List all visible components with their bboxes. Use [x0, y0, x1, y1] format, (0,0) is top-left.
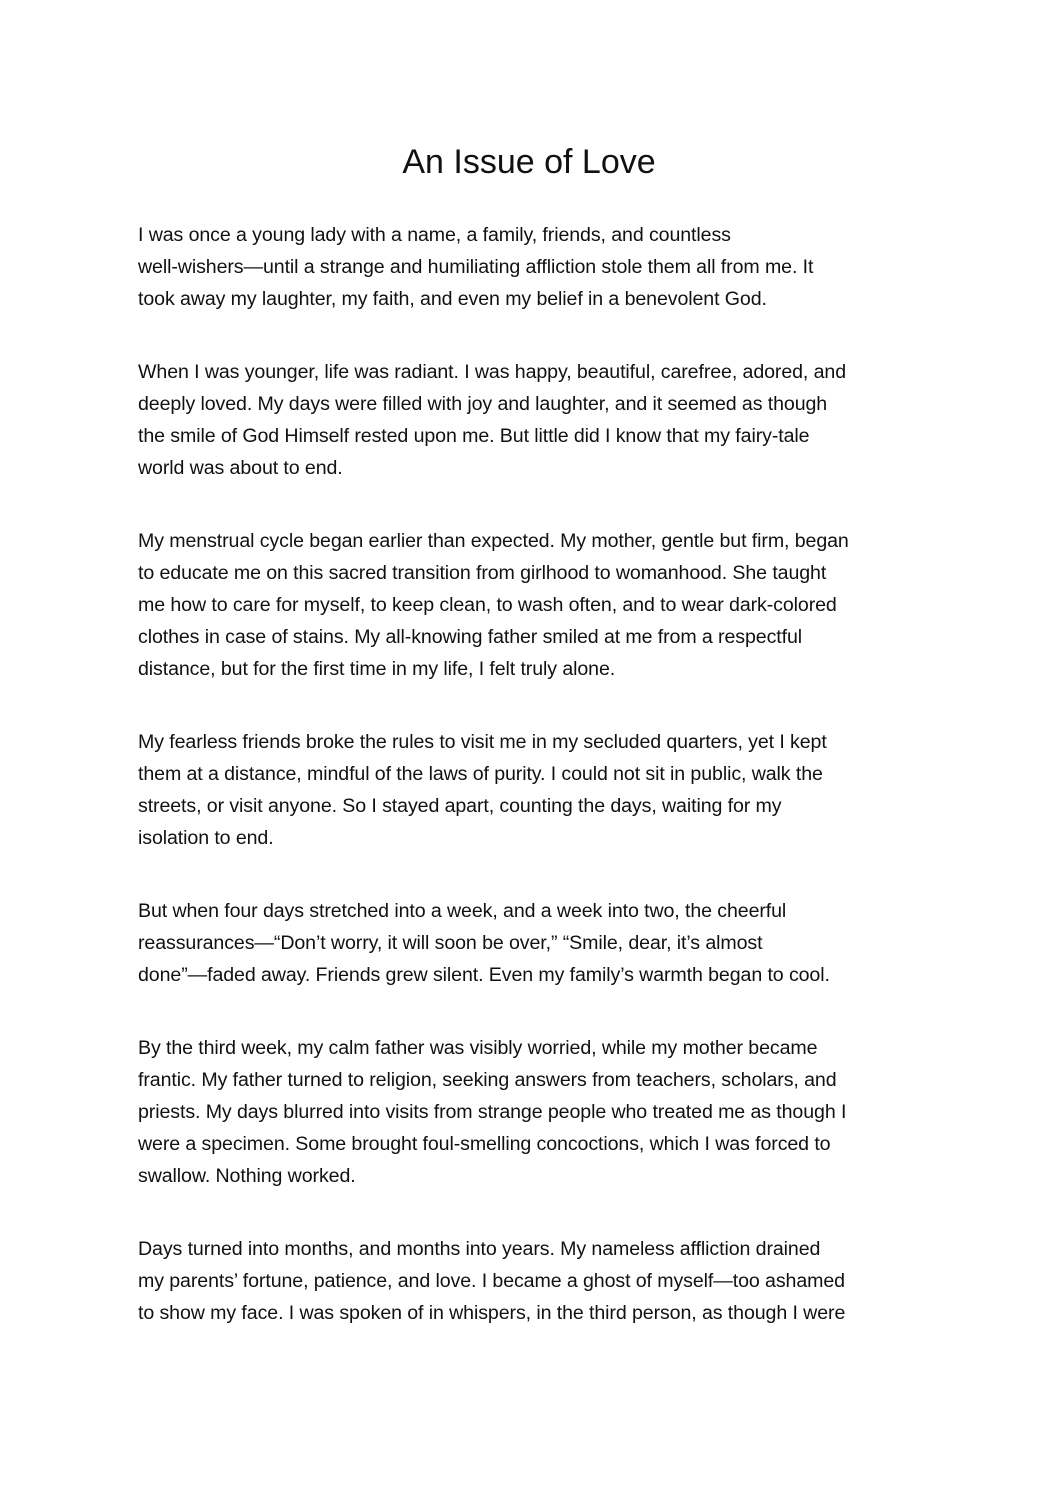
paragraph — [138, 525, 938, 685]
paragraph — [138, 895, 938, 991]
paragraph — [138, 356, 938, 484]
text-line: deeply loved. My days were filled with joy and laughter, and it seemed as though — [138, 393, 828, 415]
text-line: But when four days stretched into a week, and a week into two, the cheerful — [138, 900, 787, 922]
text-line: took away my laughter, my faith, and even my belief in a benevolent God. — [138, 288, 767, 310]
text-line: my parents’ fortune, patience, and love. I became a ghost of myself—too ashamed — [138, 1270, 845, 1292]
text-line: reassurances—“Don’t worry, it will soon be over,” “Smile, dear, it’s almost — [138, 932, 763, 954]
text-line: My menstrual cycle began earlier than expected. My mother, gentle but firm, began — [138, 530, 849, 552]
text-line: swallow. Nothing worked. — [138, 1165, 356, 1187]
text-line: to show my face. I was spoken of in whispers, in the third person, as though I were — [138, 1302, 846, 1324]
paragraph — [138, 1233, 938, 1329]
text-line: When I was younger, life was radiant. I was happy, beautiful, carefree, adored, and — [138, 361, 847, 383]
document-body — [138, 219, 938, 1370]
paragraph — [138, 219, 938, 315]
paragraph — [138, 726, 938, 854]
text-line: them at a distance, mindful of the laws of purity. I could not sit in public, walk the — [138, 763, 823, 785]
text-line: distance, but for the first time in my life, I felt truly alone. — [138, 658, 616, 680]
text-line: world was about to end. — [138, 457, 343, 479]
text-line: priests. My days blurred into visits from strange people who treated me as though I — [138, 1101, 847, 1123]
document-title: An Issue of Love — [402, 143, 656, 181]
text-line: isolation to end. — [138, 827, 274, 849]
text-line: clothes in case of stains. My all-knowing father smiled at me from a respectful — [138, 626, 803, 648]
text-line: to educate me on this sacred transition from girlhood to womanhood. She taught — [138, 562, 827, 584]
text-line: done”—faded away. Friends grew silent. Even my family’s warmth began to cool. — [138, 964, 830, 986]
text-line: well-wishers—until a strange and humiliating affliction stole them all from me. It — [138, 256, 814, 278]
text-line: the smile of God Himself rested upon me. But little did I know that my fairy-tale — [138, 425, 810, 447]
text-line: By the third week, my calm father was visibly worried, while my mother became — [138, 1037, 818, 1059]
paragraph — [138, 1032, 938, 1192]
text-line: Days turned into months, and months into years. My nameless affliction drained — [138, 1238, 821, 1260]
text-line: me how to care for myself, to keep clean, to wash often, and to wear dark-colored — [138, 594, 837, 616]
text-line: streets, or visit anyone. So I stayed apart, counting the days, waiting for my — [138, 795, 782, 817]
text-line: were a specimen. Some brought foul-smelling concoctions, which I was forced to — [138, 1133, 831, 1155]
text-line: My fearless friends broke the rules to visit me in my secluded quarters, yet I kept — [138, 731, 827, 753]
text-line: frantic. My father turned to religion, seeking answers from teachers, scholars, and — [138, 1069, 837, 1091]
text-line: I was once a young lady with a name, a family, friends, and countless — [138, 224, 731, 246]
